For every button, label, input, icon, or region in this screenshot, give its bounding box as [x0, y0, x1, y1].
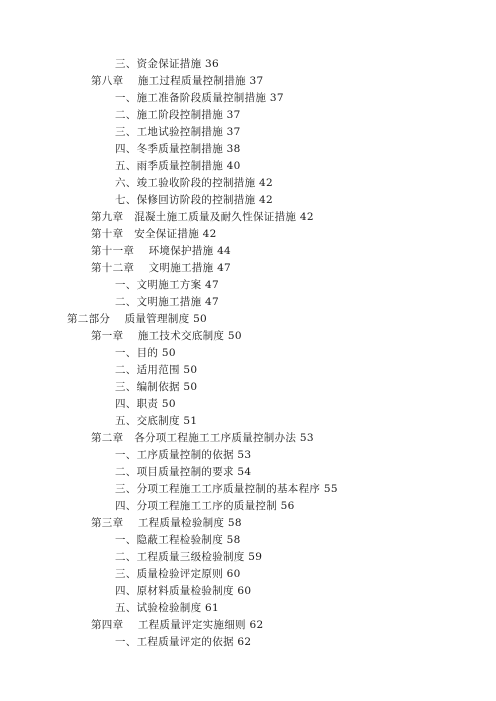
toc-section-entry: 四、职责 50 [115, 398, 176, 410]
toc-chapter-entry: 第十章 安全保证措施 42 [91, 228, 217, 240]
toc-section-entry: 四、原材料质量检验制度 60 [115, 585, 252, 597]
toc-section-entry: 四、分项工程施工工序的质量控制 56 [115, 500, 295, 512]
toc-chapter-entry: 第二章 各分项工程施工工序质量控制办法 53 [91, 432, 314, 444]
toc-section-entry: 四、冬季质量控制措施 38 [115, 143, 241, 155]
toc-section-entry: 五、试验检验制度 61 [115, 602, 219, 614]
toc-section-entry: 一、工程质量评定的依据 62 [115, 636, 252, 648]
toc-section-entry: 六、竣工验收阶段的控制措施 42 [115, 177, 273, 189]
toc-section-entry: 三、编制依据 50 [115, 381, 198, 393]
toc-section-entry: 五、雨季质量控制措施 40 [115, 160, 241, 172]
toc-chapter-entry: 第一章 施工技术交底制度 50 [91, 330, 242, 342]
toc-section-entry: 一、工序质量控制的依据 53 [115, 449, 252, 461]
toc-section-entry: 二、工程质量三级检验制度 59 [115, 551, 263, 563]
toc-section-entry: 二、适用范围 50 [115, 364, 198, 376]
toc-chapter-entry: 第三章 工程质量检验制度 58 [91, 517, 242, 529]
toc-section-entry: 二、项目质量控制的要求 54 [115, 466, 252, 478]
toc-section-entry: 二、施工阶段控制措施 37 [115, 109, 241, 121]
toc-chapter-entry: 第十二章 文明施工措施 47 [91, 262, 232, 274]
toc-section-entry: 一、隐蔽工程检验制度 58 [115, 534, 241, 546]
toc-section-entry: 三、工地试验控制措施 37 [115, 126, 241, 138]
toc-section-entry: 二、文明施工措施 47 [115, 296, 219, 308]
toc-section-entry: 三、资金保证措施 36 [115, 58, 219, 70]
toc-chapter-entry: 第四章 工程质量评定实施细则 62 [91, 619, 264, 631]
toc-section-entry: 七、保修回访阶段的控制措施 42 [115, 194, 273, 206]
toc-section-entry: 一、文明施工方案 47 [115, 279, 219, 291]
toc-section-entry: 三、质量检验评定原则 60 [115, 568, 241, 580]
toc-section-entry: 一、目的 50 [115, 347, 176, 359]
toc-section-entry: 一、施工准备阶段质量控制措施 37 [115, 92, 284, 104]
toc-chapter-entry: 第九章 混凝土施工质量及耐久性保证措施 42 [91, 211, 314, 223]
toc-section-entry: 三、分项工程施工工序质量控制的基本程序 55 [115, 483, 338, 495]
toc-chapter-entry: 第八章 施工过程质量控制措施 37 [91, 75, 264, 87]
toc-chapter-entry: 第十一章 环境保护措施 44 [91, 245, 232, 257]
toc-section-entry: 五、交底制度 51 [115, 415, 198, 427]
toc-part-entry: 第二部分 质量管理制度 50 [67, 313, 208, 325]
